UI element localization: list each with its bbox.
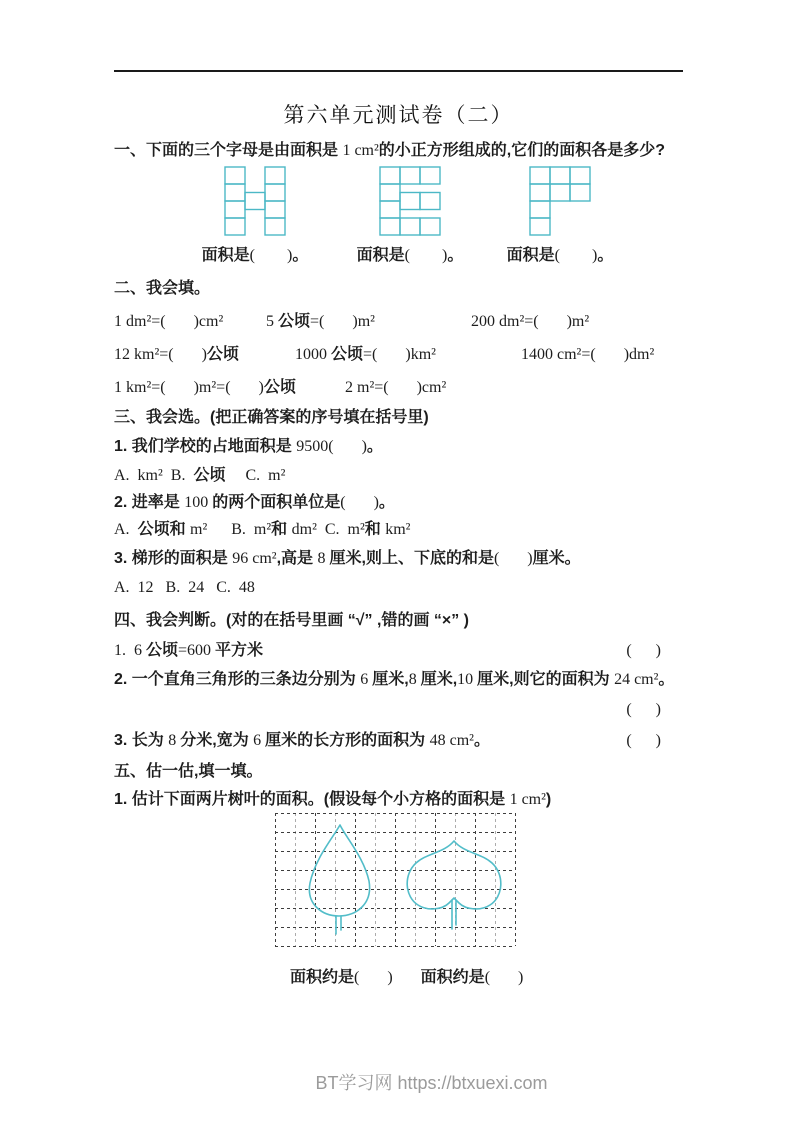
letter-e-shape — [379, 166, 441, 236]
judge-item-3 — [114, 730, 683, 752]
estimate-q1: 1. 估计下面两片树叶的面积。(假设每个小方格的面积是 1 cm²) — [114, 791, 552, 808]
section1-heading: 一、下面的三个字母是由面积是 1 cm²的小正方形组成的,它们的面积各是多少? — [114, 142, 666, 159]
fill-item: 1 km²=( )m²=( )公顷 — [114, 379, 296, 396]
fill-item: 1 dm²=( )cm² — [114, 313, 224, 330]
fill-item: 1000 公顷=( )km² — [295, 346, 436, 363]
area-approx-row — [114, 967, 683, 989]
judge-text: 1. 6 公顷=600 平方米 — [114, 642, 264, 659]
fill-item: 12 km²=( )公顷 — [114, 346, 239, 363]
judge-bracket-2: ( ) — [626, 701, 661, 718]
section2-heading: 二、我会填。 — [114, 280, 211, 297]
fill-row-2 — [114, 344, 683, 366]
site-watermark: BT学习网 https://btxuexi.com — [315, 1073, 548, 1093]
header-rule — [114, 70, 683, 72]
section5-heading: 五、估一估,填一填。 — [114, 763, 263, 780]
letter-group-h — [185, 166, 325, 267]
fill-item: 200 dm²=( )m² — [471, 313, 590, 330]
letter-p-shape — [529, 166, 591, 236]
judge-item-1 — [114, 640, 683, 662]
fill-item: 5 公顷=( )m² — [266, 313, 375, 330]
letter-shapes-row — [114, 166, 683, 270]
area-approx-label-2: 面积约是( ) — [420, 969, 524, 986]
choice-q3: 3. 梯形的面积是 96 cm²,高是 8 厘米,则上、下底的和是( )厘米。 — [114, 550, 581, 567]
letter-group-e — [340, 166, 480, 267]
choice-q2: 2. 进率是 100 的两个面积单位是( )。 — [114, 494, 395, 511]
fill-row-1 — [114, 311, 683, 333]
leaf-grid-figure — [275, 813, 683, 952]
fill-row-3 — [114, 377, 683, 399]
choice-q1: 1. 我们学校的占地面积是 9500( )。 — [114, 438, 383, 455]
leaf-right-stem — [452, 900, 456, 929]
letter-h-shape — [224, 166, 286, 236]
letter-group-p — [490, 166, 630, 267]
judge-bracket: ( ) — [626, 732, 661, 749]
fill-item: 2 m²=( )cm² — [345, 379, 447, 396]
area-label-p: 面积是( )。 — [506, 247, 614, 264]
choice-q2-opts: A. 公顷和 m² B. m²和 dm² C. m²和 km² — [114, 521, 411, 538]
leaf-left-stem — [336, 916, 341, 934]
section3-heading: 三、我会选。(把正确答案的序号填在括号里) — [114, 409, 429, 426]
choice-q1-opts: A. km² B. 公顷 C. m² — [114, 467, 286, 484]
fill-item: 1400 cm²=( )dm² — [521, 346, 655, 363]
judge-bracket: ( ) — [626, 642, 661, 659]
judge-text: 3. 长为 8 分米,宽为 6 厘米的长方形的面积为 48 cm²。 — [114, 732, 490, 749]
choice-q3-opts: A. 12 B. 24 C. 48 — [114, 579, 255, 596]
area-approx-label-1: 面积约是( ) — [290, 969, 393, 986]
section4-heading: 四、我会判断。(对的在括号里画 “√” ,错的画 “×” ) — [114, 612, 470, 629]
estimation-grid — [275, 813, 516, 947]
area-label-e: 面积是( )。 — [356, 247, 464, 264]
area-label-h: 面积是( )。 — [201, 247, 309, 264]
page-title: 第六单元测试卷（二） — [283, 103, 514, 127]
judge-item-2: 2. 一个直角三角形的三条边分别为 6 厘米,8 厘米,10 厘米,则它的面积为 24 cm²。 — [114, 671, 675, 688]
